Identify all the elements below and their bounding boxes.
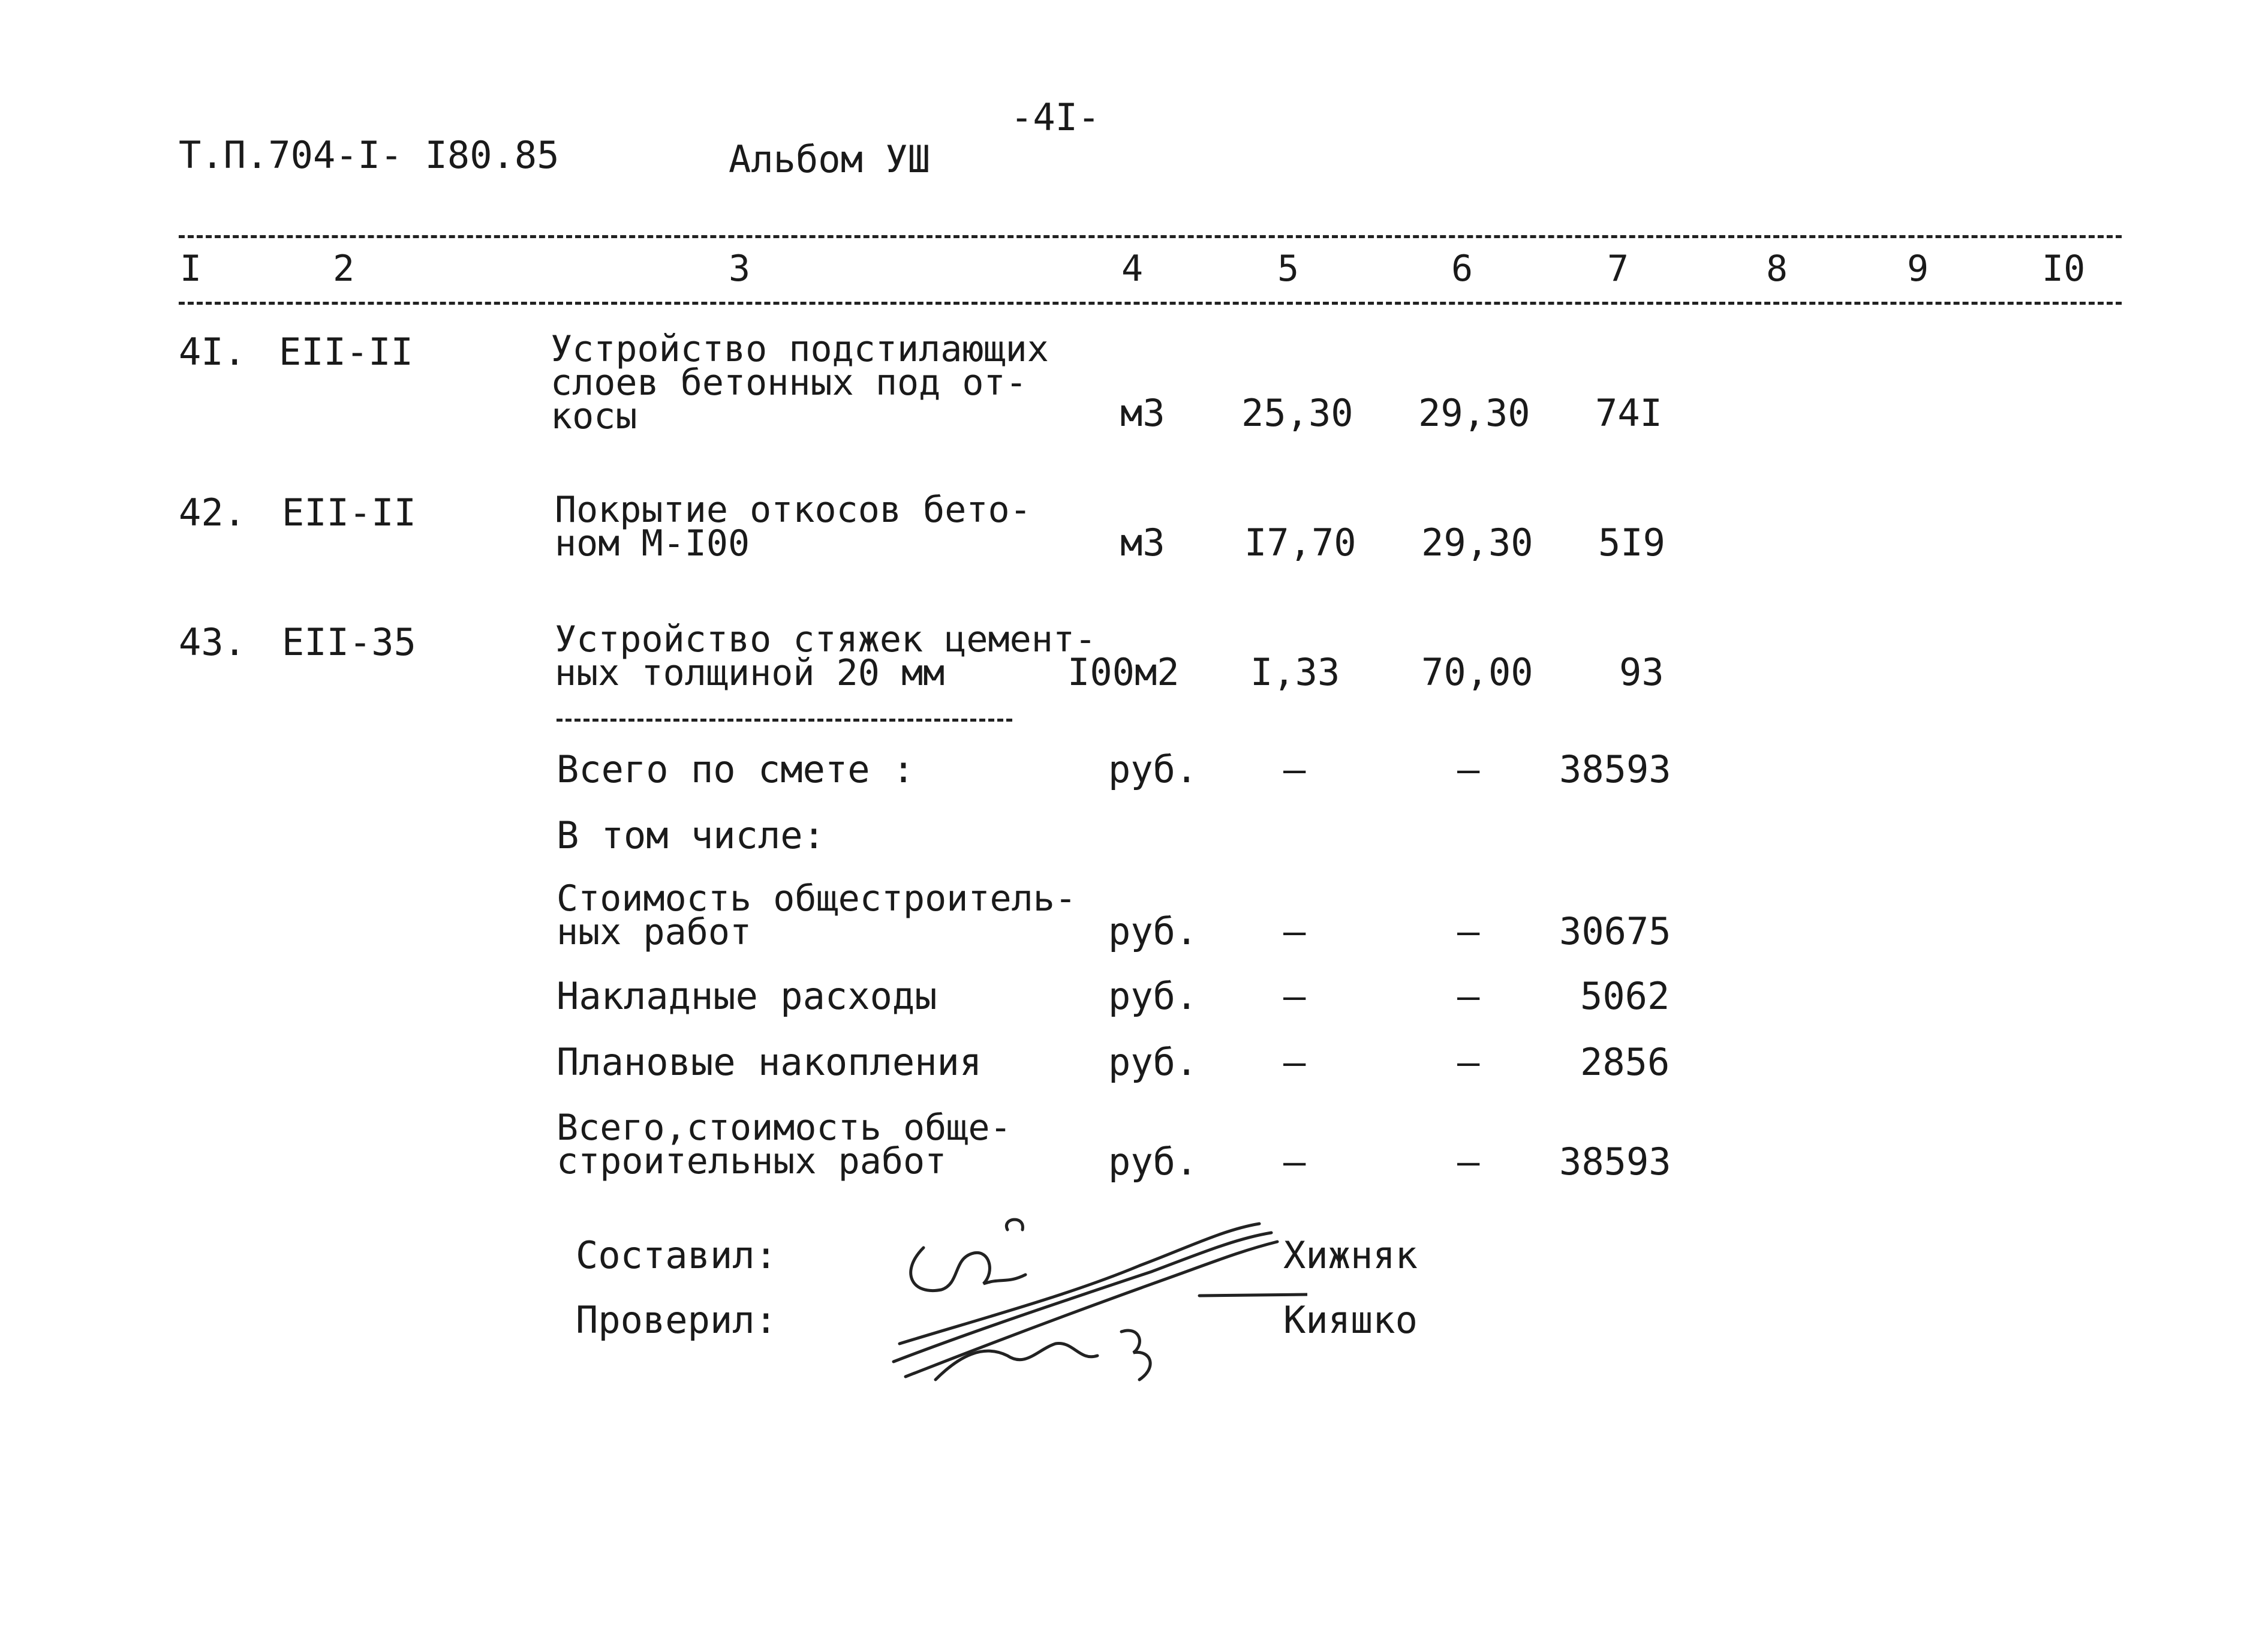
column-header: 7 [1607, 248, 1629, 290]
column-header: 9 [1907, 248, 1929, 290]
summary-unit: руб. [1108, 909, 1198, 953]
album-label: Альбом УШ [729, 137, 930, 181]
summary-total: 5062 [1580, 974, 1670, 1018]
compiled-name: Хижняк [1283, 1233, 1418, 1277]
header-top-rule [179, 235, 2122, 238]
summary-total: 38593 [1559, 1140, 1671, 1184]
summary-col6: – [1457, 909, 1480, 953]
summary-col6: – [1457, 1140, 1480, 1184]
row-unit: I00м2 [1067, 650, 1180, 694]
column-header: 8 [1766, 248, 1788, 290]
column-header: 4 [1121, 248, 1144, 290]
page-number: -4I- [1010, 95, 1100, 139]
column-header: I [180, 248, 202, 290]
summary-col5: – [1283, 1140, 1306, 1184]
checked-name: Кияшко [1283, 1298, 1418, 1342]
row-total: 5I9 [1598, 521, 1665, 564]
column-header: 5 [1277, 248, 1300, 290]
row-price: 29,30 [1418, 391, 1530, 435]
row-price: 70,00 [1421, 650, 1533, 694]
column-header: 6 [1451, 248, 1473, 290]
compiled-label: Составил: [576, 1233, 777, 1277]
summary-unit: руб. [1108, 974, 1198, 1018]
row-price: 29,30 [1421, 521, 1533, 564]
header-bottom-rule [179, 302, 2122, 305]
checked-label: Проверил: [576, 1298, 777, 1342]
document-code: Т.П.704-I- I80.85 [179, 133, 560, 177]
summary-col5: – [1283, 909, 1306, 953]
row-code: EII-II [282, 491, 416, 534]
summary-total: 38593 [1559, 747, 1671, 791]
summary-col5: – [1283, 747, 1306, 791]
summary-col6: – [1457, 974, 1480, 1018]
row-code: EII-II [279, 330, 413, 374]
row-quantity: I,33 [1250, 650, 1340, 694]
row-description: Покрытие откосов бето- ном М-I00 [555, 489, 1031, 564]
summary-unit: руб. [1108, 1040, 1198, 1084]
summary-unit: руб. [1108, 1140, 1198, 1184]
summary-col5: – [1283, 1040, 1306, 1084]
summary-col6: – [1457, 747, 1480, 791]
row-code: EII-35 [282, 620, 416, 664]
row-total: 74I [1595, 391, 1662, 435]
row-quantity: 25,30 [1241, 391, 1353, 435]
row-total: 93 [1619, 650, 1664, 694]
subtotal-separator [557, 719, 1012, 722]
row-description: Устройство стяжек цемент- ных толщиной 20 мм [555, 618, 1097, 694]
summary-total: 30675 [1559, 909, 1671, 953]
summary-label: В том числе: [557, 813, 825, 857]
summary-col5: – [1283, 974, 1306, 1018]
summary-label: Стоимость общестроитель- ных работ [557, 878, 1076, 953]
row-unit: м3 [1120, 521, 1165, 564]
column-header: I0 [2042, 248, 2086, 290]
row-quantity: I7,70 [1244, 521, 1356, 564]
summary-label: Накладные расходы [557, 974, 937, 1018]
handwritten-signature-icon [888, 1206, 1307, 1398]
column-header: 2 [333, 248, 355, 290]
summary-total: 2856 [1580, 1040, 1670, 1084]
summary-label: Плановые накопления [557, 1040, 982, 1084]
summary-col6: – [1457, 1040, 1480, 1084]
row-description: Устройство подстилающих слоев бетонных под от- косы [551, 328, 1049, 437]
summary-unit: руб. [1108, 747, 1198, 791]
summary-label: Всего,стоимость обще- строительных работ [557, 1107, 1012, 1182]
summary-label: Всего по смете : [557, 747, 915, 791]
row-number: 43. [179, 620, 246, 664]
row-number: 42. [179, 491, 246, 534]
row-number: 4I. [179, 330, 246, 374]
column-header: 3 [729, 248, 751, 290]
row-unit: м3 [1120, 391, 1165, 435]
